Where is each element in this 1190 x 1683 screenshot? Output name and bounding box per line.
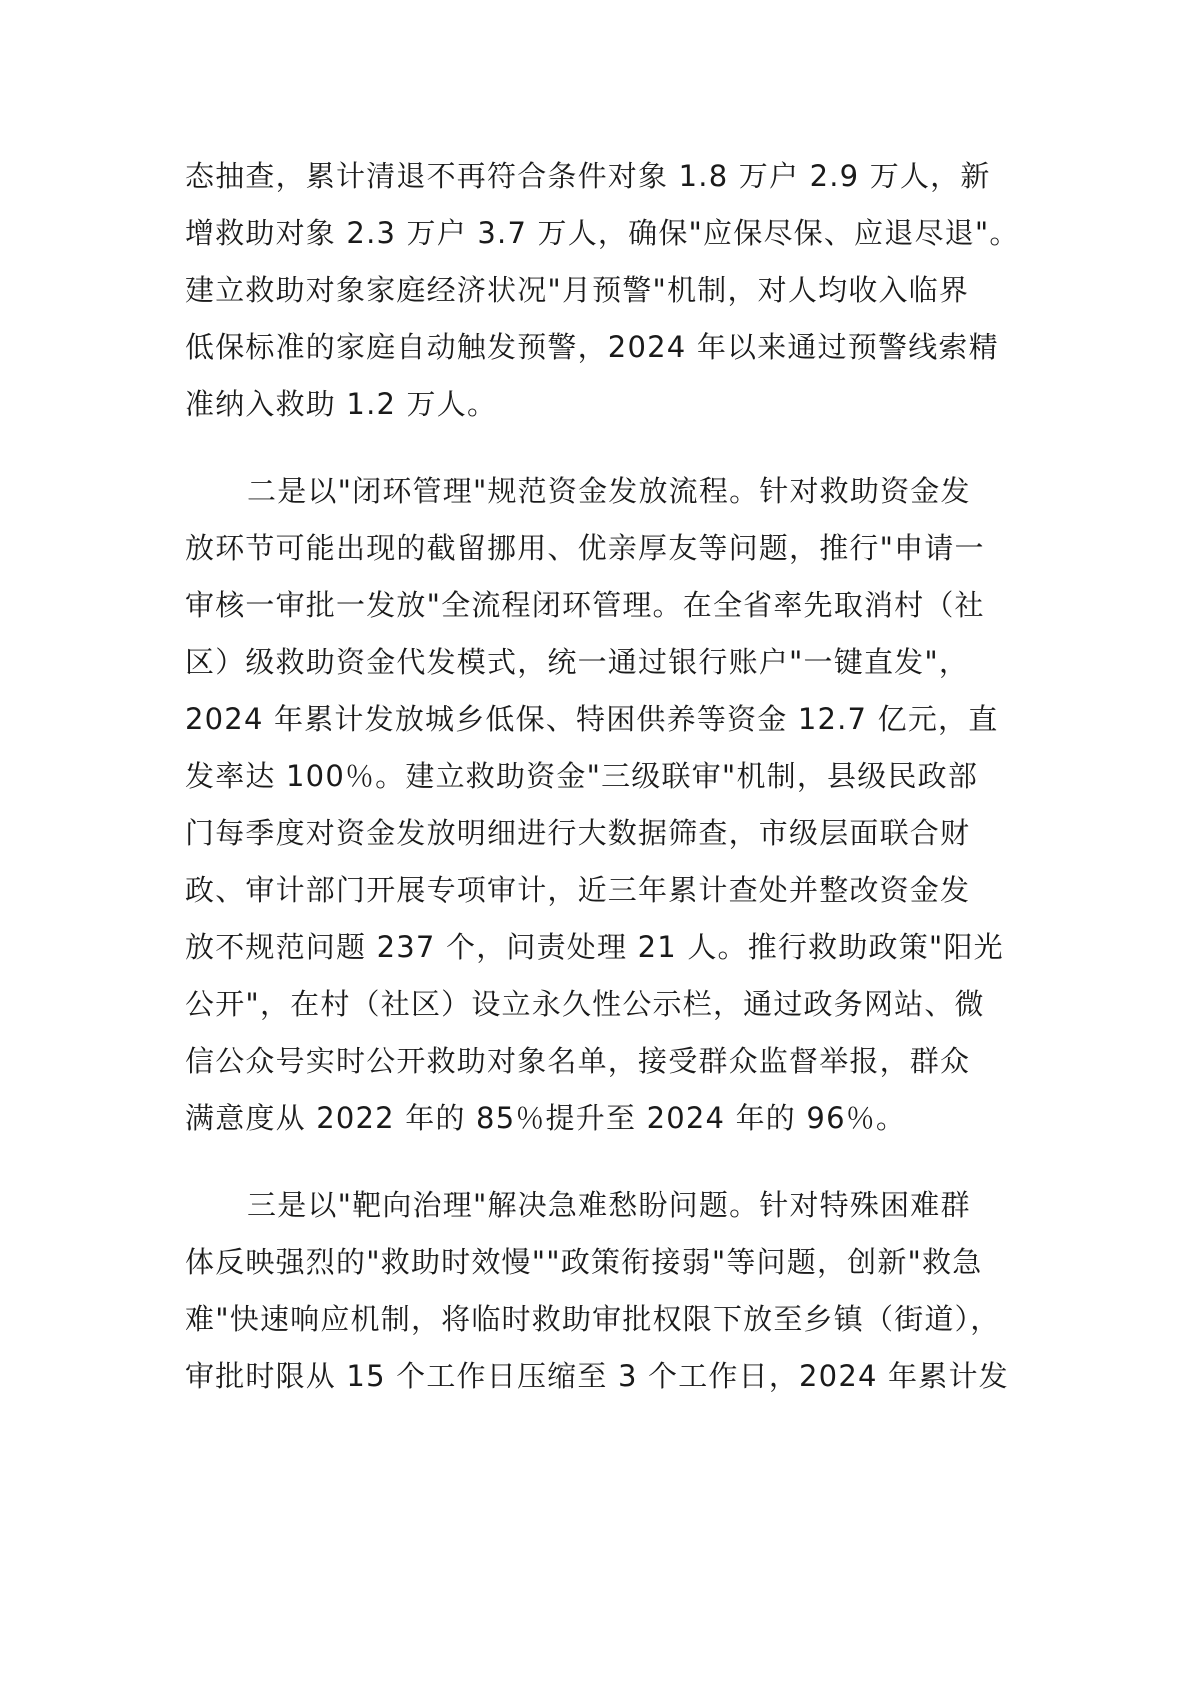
paragraph-two <box>185 463 1015 1147</box>
text-line: 审核一审批一发放"全流程闭环管理。在全省率先取消村（社 <box>185 588 985 622</box>
text-line: 审批时限从 15 个工作日压缩至 3 个工作日，2024 年累计发 <box>185 1359 1009 1393</box>
text-line: 满意度从 2022 年的 85％提升至 2024 年的 96％。 <box>185 1101 907 1135</box>
text-line: 体反映强烈的"救助时效慢""政策衔接弱"等问题，创新"救急 <box>185 1245 983 1279</box>
text-line: 放环节可能出现的截留挪用、优亲厚友等问题，推行"申请一 <box>185 531 985 565</box>
paragraph-spacer <box>185 1147 1015 1177</box>
text-line: 难"快速响应机制，将临时救助审批权限下放至乡镇（街道）， <box>185 1302 1001 1336</box>
text-line: 三是以"靶向治理"解决急难愁盼问题。针对特殊困难群 <box>247 1188 971 1222</box>
text-line: 2024 年累计发放城乡低保、特困供养等资金 12.7 亿元，直 <box>185 702 999 736</box>
text-line: 门每季度对资金发放明细进行大数据筛查，市级层面联合财 <box>185 816 971 850</box>
body-text <box>185 148 1020 1405</box>
text-line: 增救助对象 2.3 万户 3.7 万人，确保"应保尽保、应退尽退"。 <box>185 216 1020 250</box>
text-line: 政、审计部门开展专项审计，近三年累计查处并整改资金发 <box>185 873 971 907</box>
text-line: 低保标准的家庭自动触发预警，2024 年以来通过预警线索精 <box>185 330 999 364</box>
paragraph-spacer <box>185 433 1015 463</box>
text-line: 发率达 100％。建立救助资金"三级联审"机制，县级民政部 <box>185 759 979 793</box>
paragraph-three <box>185 1177 1015 1405</box>
text-line: 信公众号实时公开救助对象名单，接受群众监督举报，群众 <box>185 1044 971 1078</box>
text-line: 准纳入救助 1.2 万人。 <box>185 387 498 421</box>
text-line: 二是以"闭环管理"规范资金发放流程。针对救助资金发 <box>247 474 971 508</box>
text-line: 区）级救助资金代发模式，统一通过银行账户"一键直发"， <box>185 645 970 679</box>
text-line: 建立救助对象家庭经济状况"月预警"机制，对人均收入临界 <box>185 273 970 307</box>
paragraph-continued <box>185 148 1020 433</box>
text-line: 放不规范问题 237 个，问责处理 21 人。推行救助政策"阳光 <box>185 930 1004 964</box>
text-line: 公开"，在村（社区）设立永久性公示栏，通过政务网站、微 <box>185 987 985 1021</box>
text-line: 态抽查，累计清退不再符合条件对象 1.8 万户 2.9 万人，新 <box>185 159 991 193</box>
